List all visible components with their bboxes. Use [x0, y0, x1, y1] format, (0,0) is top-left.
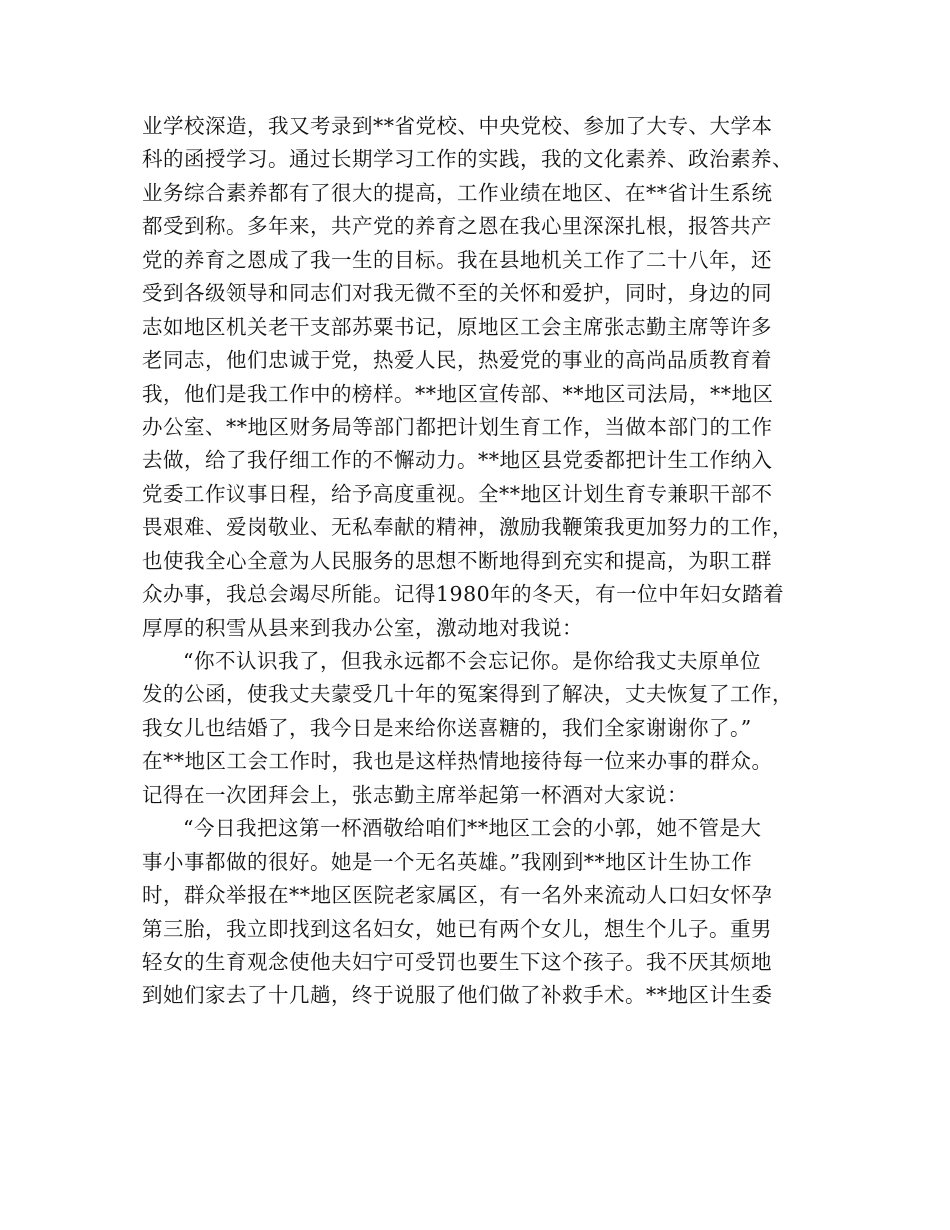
text-line: 受到各级领导和同志们对我无微不至的关怀和爱护，同时，身边的同 [142, 281, 772, 306]
text-line: 在**地区工会工作时，我也是这样热情地接待每一位来办事的群众。 [142, 749, 773, 774]
text-line: 轻女的生育观念使他夫妇宁可受罚也要生下这个孩子。我不厌其烦地 [142, 949, 772, 974]
text-line: 第三胎，我立即找到这名妇女，她已有两个女儿，想生个儿子。重男 [142, 916, 772, 941]
text-line: 老同志，他们忠诚于党，热爱人民，热爱党的事业的高尚品质教育着 [142, 348, 772, 373]
text-line: 党的养育之恩成了我一生的目标。我在县地机关工作了二十八年，还 [142, 247, 772, 272]
text-line: 众办事，我总会竭尽所能。记得1980年的冬天，有一位中年妇女踏着 [142, 582, 785, 607]
text-line: 去做，给了我仔细工作的不懈动力。**地区县党委都把计生工作纳入 [142, 448, 773, 473]
text-line: 发的公函，使我丈夫蒙受几十年的冤案得到了解决，丈夫恢复了工作， [142, 682, 793, 707]
text-line: 我女儿也结婚了，我今日是来给你送喜糖的，我们全家谢谢你了。” [142, 715, 752, 740]
text-line: 党委工作议事日程，给予高度重视。全**地区计划生育专兼职干部不 [142, 481, 773, 506]
text-line: 事小事都做的很好。她是一个无名英雄。”我刚到**地区计生协工作 [142, 849, 753, 874]
text-line: 都受到称。多年来，共产党的养育之恩在我心里深深扎根，报答共产 [142, 214, 772, 239]
text-line-indented: “你不认识我了，但我永远都不会忘记你。是你给我丈夫原单位 [183, 649, 761, 673]
text-line: 业务综合素养都有了很大的提高，工作业绩在地区、在**省计生系统 [142, 180, 773, 205]
text-line: 到她们家去了十几趟，终于说服了他们做了补救手术。**地区计生委 [142, 983, 773, 1008]
text-line: 我，他们是我工作中的榜样。**地区宣传部、**地区司法局，**地区 [142, 381, 774, 406]
text-line: 科的函授学习。通过长期学习工作的实践，我的文化素养、政治素养、 [142, 147, 793, 172]
text-line: 也使我全心全意为人民服务的思想不断地得到充实和提高，为职工群 [142, 548, 772, 573]
text-line: 业学校深造，我又考录到**省党校、中央党校、参加了大专、大学本 [142, 114, 773, 138]
text-line: 记得在一次团拜会上，张志勤主席举起第一杯酒对大家说： [142, 782, 688, 807]
text-line: 志如地区机关老干支部苏粟书记，原地区工会主席张志勤主席等许多 [142, 314, 772, 339]
text-line: 厚厚的积雪从县来到我办公室，激动地对我说： [142, 615, 583, 640]
body-text [142, 110, 832, 1013]
text-line-indented: “今日我把这第一杯酒敬给咱们**地区工会的小郭，她不管是大 [183, 816, 762, 841]
text-line: 畏艰难、爱岗敬业、无私奉献的精神，激励我鞭策我更加努力的工作， [142, 515, 793, 540]
text-line: 办公室、**地区财务局等部门都把计划生育工作，当做本部门的工作 [142, 414, 773, 439]
text-line: 时，群众举报在**地区医院老家属区，有一名外来流动人口妇女怀孕 [142, 883, 773, 908]
